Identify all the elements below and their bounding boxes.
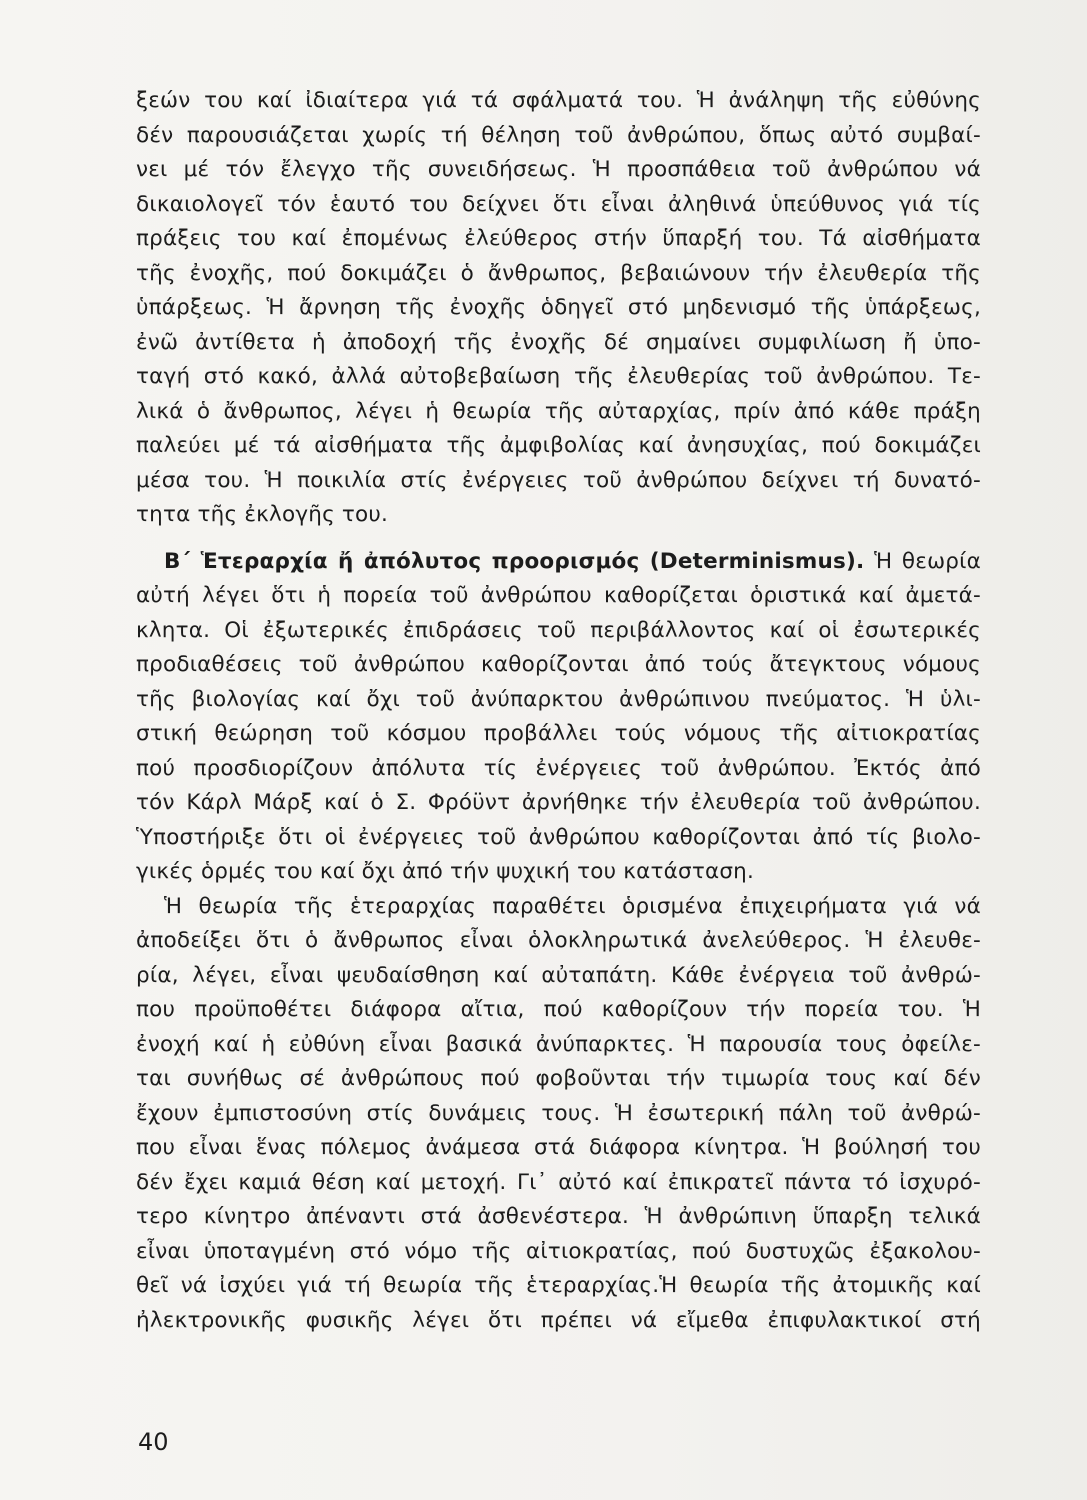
text-line: τόν Κάρλ Μάρξ καί ὁ Σ. Φρόϋντ ἀρνήθηκε τήν ἐλευθερία τοῦ ἀνθρώπου. [136, 790, 981, 815]
text-line: πού προσδιορίζουν ἀπόλυτα τίς ἐνέργειες τοῦ ἀνθρώπου. Ἐκτός ἀπό [136, 755, 981, 781]
text-line: στική θεώρηση τοῦ κόσμου προβάλλει τούς νόμους τῆς αἰτιοκρατίας [136, 721, 981, 746]
text-line: τῆς ἐνοχῆς, πού δοκιμάζει ὁ ἄνθρωπος, βεβαιώνουν τήν ἐλευθερία τῆς [136, 260, 981, 286]
text-line: ρία, λέγει, εἶναι ψευδαίσθηση καί αὐταπάτη. Κάθε ἐνέργεια τοῦ ἀνθρώ- [136, 962, 981, 988]
text-line: δέν παρουσιάζεται χωρίς τή θέληση τοῦ ἀνθρώπου, ὅπως αὐτό συμβαί- [136, 122, 981, 148]
text-line: γικές ὁρμές του καί ὄχι ἀπό τήν ψυχική του κατάσταση. [136, 859, 755, 884]
text-line: Ὑποστήριξε ὅτι οἱ ἐνέργειες τοῦ ἀνθρώπου καθορίζονται ἀπό τίς βιολο- [136, 824, 981, 850]
text-line: πράξεις του καί ἐπομένως ἐλεύθερος στήν ὕπαρξή του. Τά αἰσθήματα [136, 226, 981, 251]
heading-continuation: Ἡ θεωρία [874, 548, 981, 574]
text-line: Ἡ θεωρία τῆς ἑτεραρχίας παραθέτει ὁρισμένα ἐπιχειρήματα γιά νά [164, 893, 981, 919]
text-line: ὑπάρξεως. Ἡ ἄρνηση τῆς ἐνοχῆς ὁδηγεῖ στό μηδενισμό τῆς ὑπάρξεως, [136, 295, 981, 320]
text-line: τῆς βιολογίας καί ὄχι τοῦ ἀνύπαρκτου ἀνθρώπινου πνεύματος. Ἡ ὑλι- [136, 686, 981, 712]
text-line: ἔχουν ἐμπιστοσύνη στίς δυνάμεις τους. Ἡ ἐσωτερική πάλη τοῦ ἀνθρώ- [136, 1100, 981, 1126]
text-line: που εἶναι ἕνας πόλεμος ἀνάμεσα στά διάφορα κίνητρα. Ἡ βούλησή του [136, 1135, 981, 1160]
paragraph-1 [136, 84, 981, 533]
text-line: ἠλεκτρονικῆς φυσικῆς λέγει ὅτι πρέπει νά εἴμεθα ἐπιφυλακτικοί στή [136, 1307, 981, 1333]
text-line: τερο κίνητρο ἀπέναντι στά ἀσθενέστερα. Ἡ ἀνθρώπινη ὕπαρξη τελικά [136, 1204, 981, 1229]
text-line: εἶναι ὑποταγμένη στό νόμο τῆς αἰτιοκρατίας, πού δυστυχῶς ἐξακολου- [136, 1238, 981, 1264]
text-line: θεῖ νά ἰσχύει γιά τή θεωρία τῆς ἑτεραρχίας.Ἡ θεωρία τῆς ἀτομικῆς καί [136, 1273, 981, 1298]
body-text [136, 84, 981, 1338]
text-line: λικά ὁ ἄνθρωπος, λέγει ἡ θεωρία τῆς αὐταρχίας, πρίν ἀπό κάθε πράξη [136, 398, 981, 424]
text-line: δέν ἔχει καμιά θέση καί μετοχή. Γι᾽ αὐτό καί ἐπικρατεῖ πάντα τό ἰσχυρό- [136, 1169, 981, 1195]
text-line: προδιαθέσεις τοῦ ἀνθρώπου καθορίζονται ἀπό τούς ἄτεγκτους νόμους [136, 652, 981, 677]
text-line: που προϋποθέτει διάφορα αἴτια, πού καθορίζουν τήν πορεία του. Ἡ [136, 997, 981, 1022]
text-line: κλητα. Οἱ ἐξωτερικές ἐπιδράσεις τοῦ περιβάλλοντος καί οἱ ἐσωτερικές [136, 617, 981, 643]
text-line: ταγή στό κακό, ἀλλά αὐτοβεβαίωση τῆς ἐλευθερίας τοῦ ἀνθρώπου. Τε- [136, 364, 981, 389]
text-line: μέσα του. Ἡ ποικιλία στίς ἐνέργειες τοῦ ἀνθρώπου δείχνει τή δυνατό- [136, 467, 981, 493]
text-line: ἐνοχή καί ἡ εὐθύνη εἶναι βασικά ἀνύπαρκτες. Ἡ παρουσία τους ὀφείλε- [136, 1031, 981, 1057]
text-line: ἀποδείξει ὅτι ὁ ἄνθρωπος εἶναι ὁλοκληρωτικά ἀνελεύθερος. Ἡ ἐλευθε- [136, 928, 981, 953]
paragraph-spacer [136, 533, 981, 545]
paragraph-3 [136, 890, 981, 1339]
page-number: 40 [138, 1428, 169, 1456]
text-line: δικαιολογεῖ τόν ἑαυτό του δείχνει ὅτι εἶναι ἀληθινά ὑπεύθυνος γιά τίς [136, 191, 981, 217]
text-line: ται συνήθως σέ ἀνθρώπους πού φοβοῦνται τήν τιμωρία τους καί δέν [136, 1066, 981, 1091]
text-line: νει μέ τόν ἔλεγχο τῆς συνειδήσεως. Ἡ προσπάθεια τοῦ ἀνθρώπου νά [136, 157, 981, 182]
text-line: αὐτή λέγει ὅτι ἡ πορεία τοῦ ἀνθρώπου καθορίζεται ὁριστικά καί ἀμετά- [136, 583, 981, 608]
paragraph-2 [136, 545, 981, 890]
section-heading-line [136, 545, 981, 580]
text-line: τητα τῆς ἐκλογῆς του. [136, 502, 389, 527]
section-heading: Β΄ Ἑτεραρχία ἤ ἀπόλυτος προορισμός (Determinismus). [164, 548, 865, 574]
text-line: παλεύει μέ τά αἰσθήματα τῆς ἀμφιβολίας καί ἀνησυχίας, πού δοκιμάζει [136, 433, 981, 458]
text-line: ξεών του καί ἰδιαίτερα γιά τά σφάλματά του. Ἡ ἀνάληψη τῆς εὐθύνης [136, 88, 981, 113]
text-line: ἐνῶ ἀντίθετα ἡ ἀποδοχή τῆς ἐνοχῆς δέ σημαίνει συμφιλίωση ἤ ὑπο- [136, 329, 981, 355]
